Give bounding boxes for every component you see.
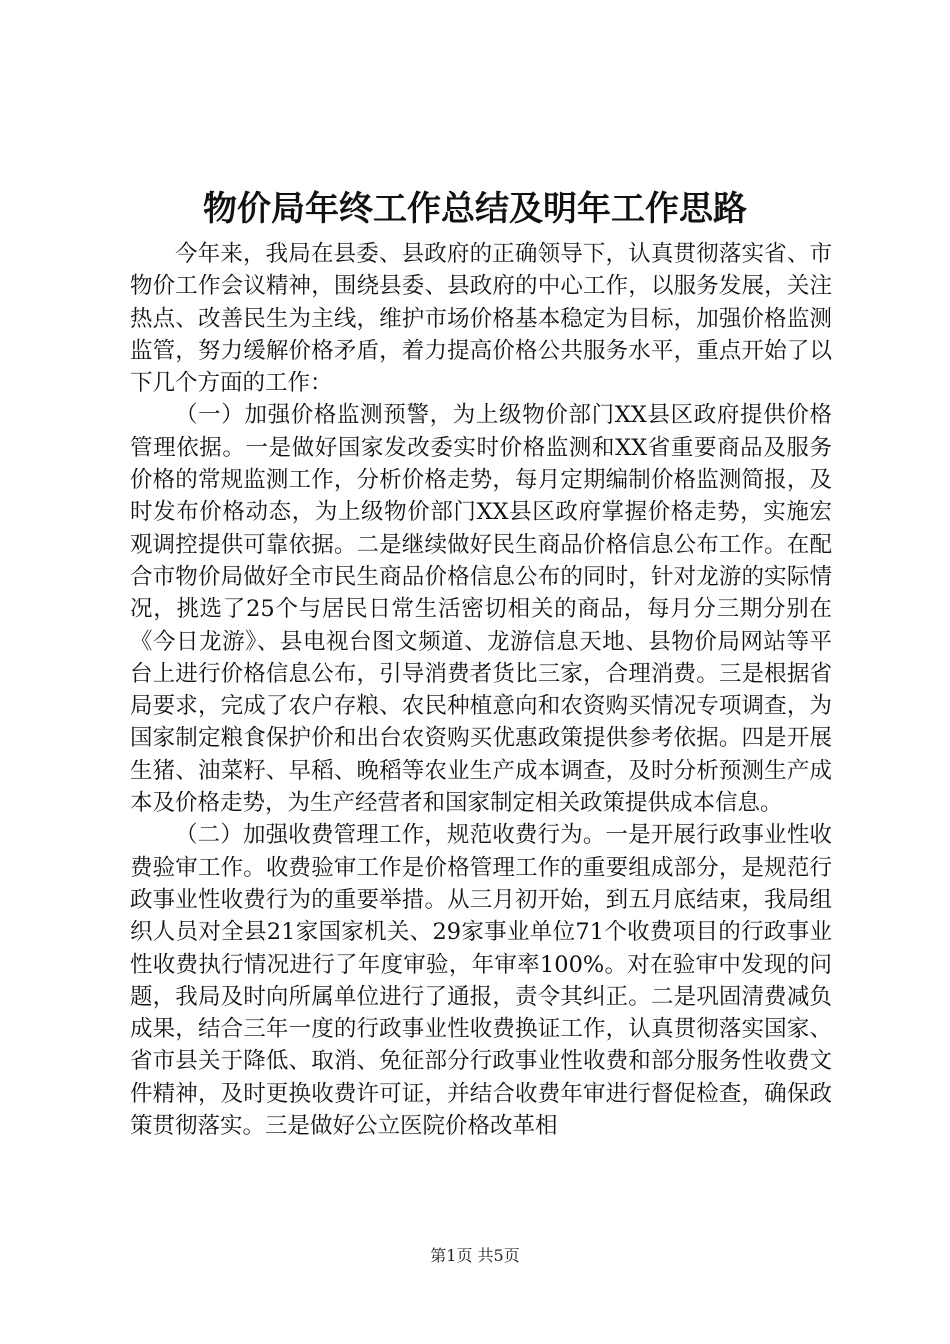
- document-body: [130, 238, 832, 1142]
- page-number-footer: 第1页 共5页: [430, 1246, 520, 1265]
- paragraph-section-1: （一）加强价格监测预警，为上级物价部门XX县区政府提供价格管理依据。一是做好国家发改委实时价格监测和XX省重要商品及服务价格的常规监测工作，分析价格走势，每月定期编制价格监测简报，及时发布价格动态，为上级物价部门XX县区政府掌握价格走势，实施宏观调控提供可靠依据。二是继续做好民生商品价格信息公布工作。在配合市物价局做好全市民生商品价格信息公布的同时，针对龙游的实际情况，挑选了25个与居民日常生活密切相关的商品，每月分三期分别在《今日龙游》、县电视台图文频道、龙游信息天地、县物价局网站等平台上进行价格信息公布，引导消费者货比三家，合理消费。三是根据省局要求，完成了农户存粮、农民种植意向和农资购买情况专项调查，为国家制定粮食保护价和出台农资购买优惠政策提供参考依据。四是开展生猪、油菜籽、早稻、晚稻等农业生产成本调查，及时分析预测生产成本及价格走势，为生产经营者和国家制定相关政策提供成本信息。: [130, 402, 832, 817]
- paragraph-section-2: （二）加强收费管理工作，规范收费行为。一是开展行政事业性收费验审工作。收费验审工作是价格管理工作的重要组成部分，是规范行政事业性收费行为的重要举措。从三月初开始，到五月底结束，我局组织人员对全县21家国家机关、29家事业单位71个收费项目的行政事业性收费执行情况进行了年度审验，年审率100%。对在验审中发现的问题，我局及时向所属单位进行了通报，责令其纠正。二是巩固清费减负成果，结合三年一度的行政事业性收费换证工作，认真贯彻落实国家、省市县关于降低、取消、免征部分行政事业性收费和部分服务性收费文件精神，及时更换收费许可证，并结合收费年审进行督促检查，确保政策贯彻落实。三是做好公立医院价格改革相: [130, 822, 832, 1140]
- paragraph-intro: 今年来，我局在县委、县政府的正确领导下，认真贯彻落实省、市物价工作会议精神，围绕县委、县政府的中心工作，以服务发展，关注热点、改善民生为主线，维护市场价格基本稳定为目标，加强价格监测监管，努力缓解价格矛盾，着力提高价格公共服务水平，重点开始了以下几个方面的工作：: [130, 241, 832, 397]
- document-title: 物价局年终工作总结及明年工作思路: [203, 189, 747, 229]
